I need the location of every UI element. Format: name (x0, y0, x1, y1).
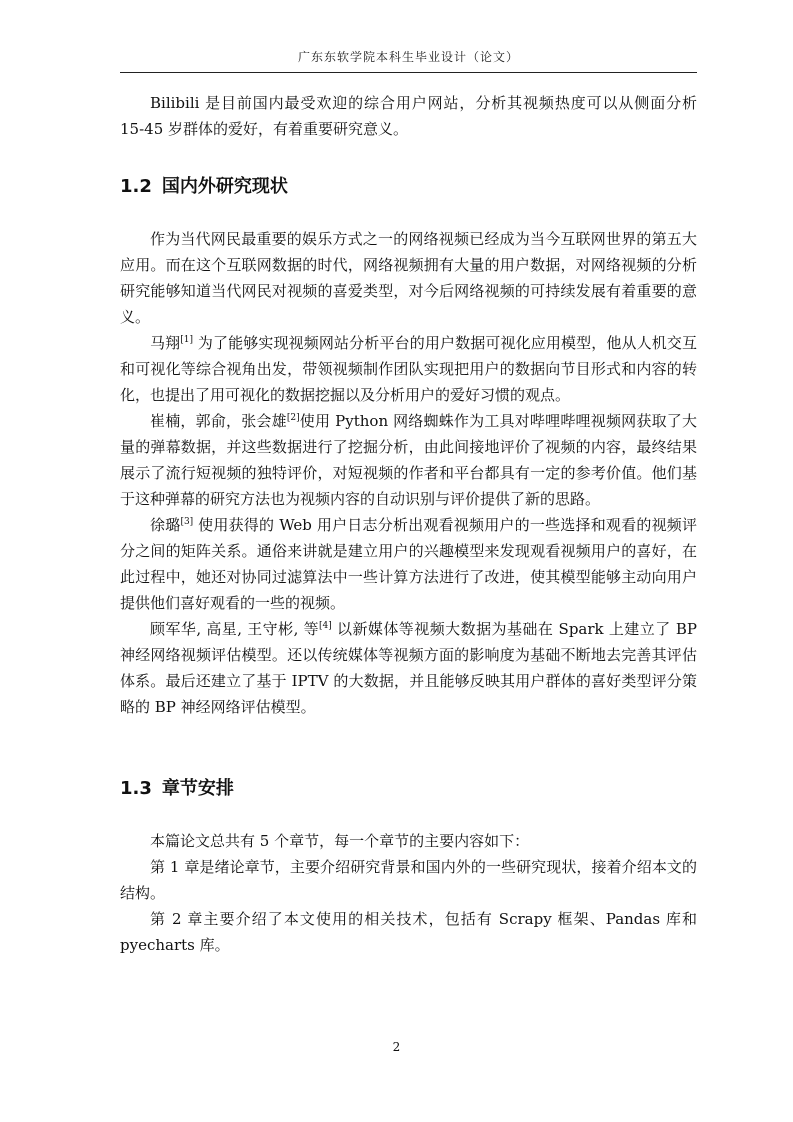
paragraph-1-3-1: 本篇论文总共有 5 个章节，每一个章节的主要内容如下： (150, 832, 530, 850)
paragraph-1-2-4 (120, 512, 697, 616)
citation-ref: [4] (319, 621, 332, 631)
citation-ref: [2] (286, 413, 300, 423)
section-title: 国内外研究现状 (161, 176, 288, 197)
paragraph-text: 以新媒体等视频大数据为基础在 Spark 上建立了 BP 神经网络视频评估模型。还以传统媒体等视频方面的影响度为基础不断地去完善其评估体系。最后还建立了基于 IPTV 的大数据，并且能够反映其用户群体的喜好类型评分策略的 BP 神经网络评估模型。 (120, 620, 697, 716)
paragraph-text: 为了能够实现视频网站分析平台的用户数据可视化应用模型，他从人机交互和可视化等综合视角出发，带领视频制作团队实现把用户的数据向节目形式和内容的转化，也提出了用可视化的数据挖掘以及分析用户的爱好习惯的观点。 (120, 334, 697, 404)
paragraph-text: 使用 Python 网络蜘蛛作为工具对哔哩哔哩视频网获取了大量的弹幕数据，并这些数据进行了挖掘分析，由此间接地评价了视频的内容，最终结果展示了流行短视频的独特评价，对短视频的作者和平台都具有一定的参考价值。他们基于这种弹幕的研究方法也为视频内容的自动识别与评价提供了新的思路。 (120, 412, 697, 508)
citation-ref: [1] (180, 335, 194, 345)
paragraph-1-2-3 (120, 408, 697, 512)
paragraph-1-3-3: 第 2 章主要介绍了本文使用的相关技术，包括有 Scrapy 框架、Pandas 库和 pyecharts 库。 (120, 910, 697, 954)
header-rule (120, 72, 697, 73)
section-heading-1-2 (120, 174, 697, 200)
section-heading-1-3 (120, 776, 697, 802)
citation-author: 马翔 (150, 334, 181, 352)
paragraph-1-3-2: 第 1 章是绪论章节，主要介绍研究背景和国内外的一些研究现状，接着介绍本文的结构。 (120, 858, 697, 902)
paragraph-text: 使用获得的 Web 用户日志分析出观看视频用户的一些选择和观看的视频评分之间的矩阵关系。通俗来讲就是建立用户的兴趣模型来发现观看视频用户的喜好，在此过程中，她还对协同过滤算法中一些计算方法进行了改进，使其模型能够主动向用户提供他们喜好观看的一些的视频。 (120, 516, 697, 612)
paragraph-1-2-5 (120, 616, 697, 720)
citation-ref: [3] (180, 517, 194, 527)
section-number: 1.2 (120, 176, 152, 197)
paragraph-1-2-2 (120, 330, 697, 408)
page-body (120, 90, 697, 958)
section-number: 1.3 (120, 778, 152, 799)
page-number: 2 (392, 1040, 401, 1054)
running-header: 广东东软学院本科生毕业设计（论文） (297, 50, 519, 64)
citation-author: 顾军华, 高星, 王守彬, 等 (150, 620, 320, 638)
paragraph-1-2-1: 作为当代网民最重要的娱乐方式之一的网络视频已经成为当今互联网世界的第五大应用。而在这个互联网数据的时代，网络视频拥有大量的用户数据，对网络视频的分析研究能够知道当代网民对视频的喜爱类型，对今后网络视频的可持续发展有着重要的意义。 (120, 230, 697, 326)
citation-author: 徐璐 (150, 516, 181, 534)
citation-author: 崔楠，郭俞，张会雄 (150, 412, 287, 430)
section-title: 章节安排 (161, 778, 234, 799)
intro-paragraph: Bilibili 是目前国内最受欢迎的综合用户网站，分析其视频热度可以从侧面分析 15-45 岁群体的爱好，有着重要研究意义。 (120, 94, 697, 138)
